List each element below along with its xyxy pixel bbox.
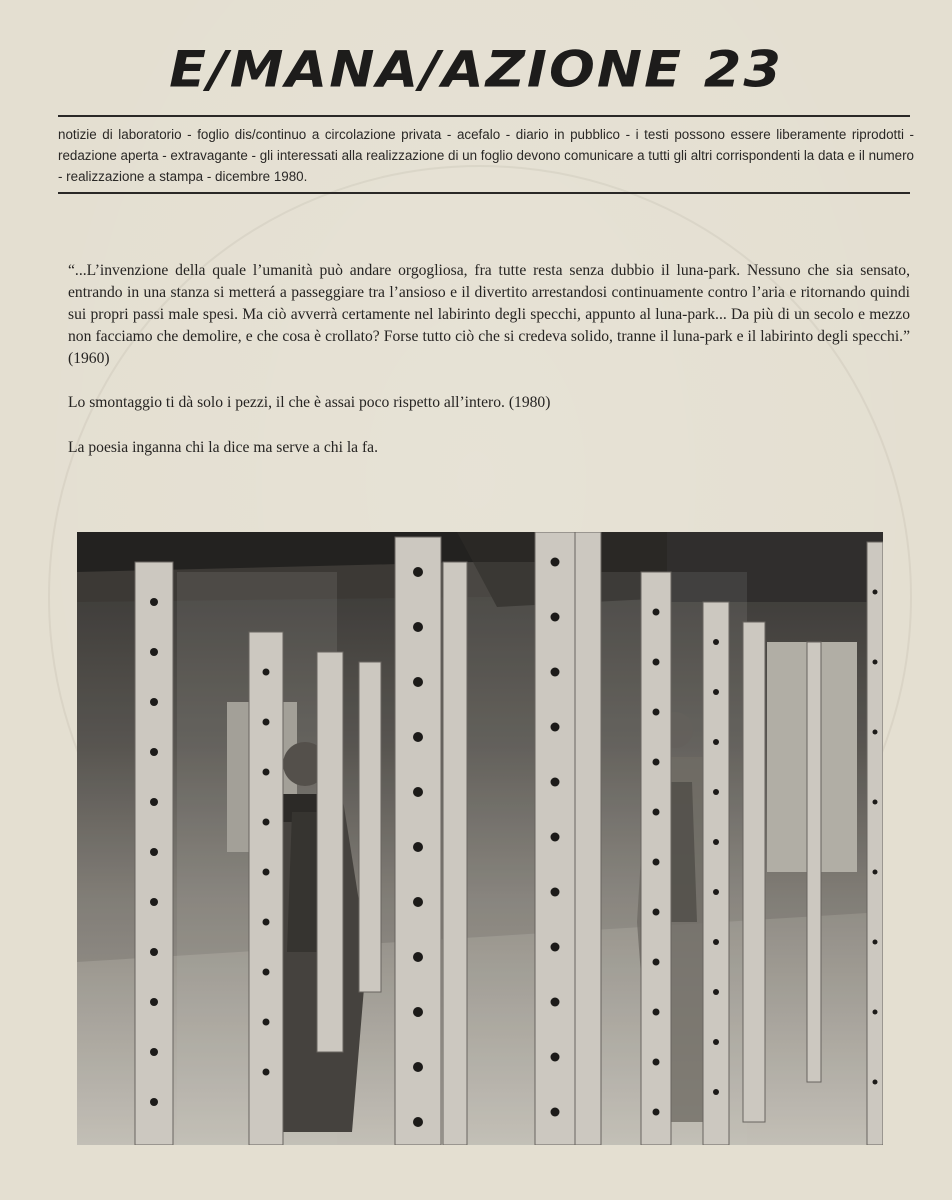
mirror-maze-photo bbox=[77, 532, 883, 1145]
photo-illustration bbox=[77, 532, 883, 1145]
page-title: E/MANA/AZIONE 23 bbox=[169, 40, 783, 99]
title-rule-top bbox=[58, 115, 910, 117]
aphorism-poetry: La poesia inganna chi la dice ma serve a chi la fa. bbox=[68, 439, 378, 456]
quote-paragraph: “...L’invenzione della quale l’umanità può andare orgogliosa, fra tutte resta senza dubbio il luna-park. Nessuno che sia sensato, entrando in una stanza si metterá a passeggiare tra l’ansioso e il divertito arrestandosi continuamente contro l’aria e ritornando quindi sui propri passi male spesi. Ma ciò avverrà certamente nel labirinto degli specchi, appunto al luna-park... Da più di un secolo e mezzo non facciamo che demolire, e che cosa è crollato? Forse tutto ciò che si credeva solido, tranne il luna-park e il labirinto degli specchi.” (1960) bbox=[68, 262, 910, 367]
aphorism-dismantling: Lo smontaggio ti dà solo i pezzi, il che è assai poco rispetto all’intero. (1980) bbox=[68, 394, 551, 411]
masthead-rule-bottom bbox=[58, 192, 910, 194]
masthead-description: notizie di laboratorio - foglio dis/continuo a circolazione privata - acefalo - diario in pubblico - i testi possono essere liberamente riprodotti - redazione aperta - extravagante - gli interessati alla realizzazione di un foglio devono comunicare a tutti gli altri corrispondenti la data e il numero - realizzazione a stampa - dicembre 1980. bbox=[58, 127, 914, 184]
